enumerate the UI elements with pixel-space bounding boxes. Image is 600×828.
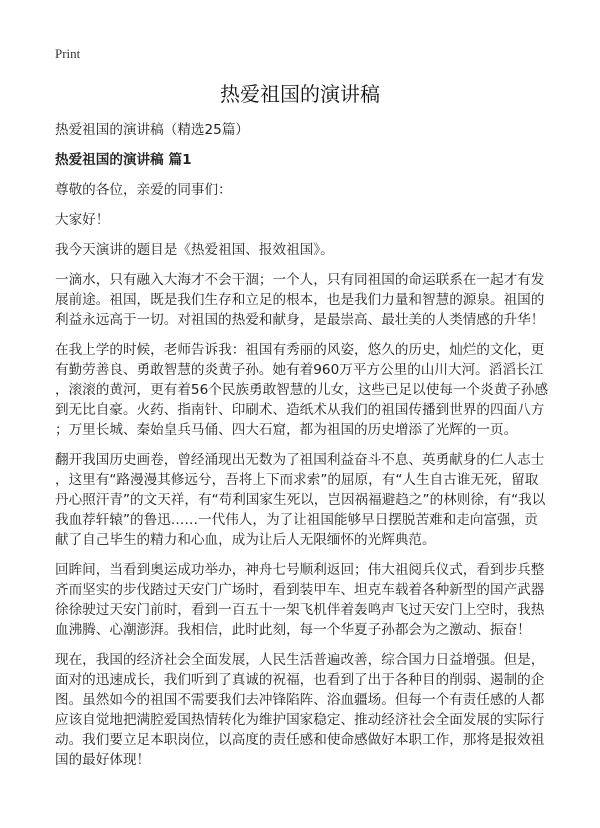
paragraph (55, 650, 555, 770)
paragraph-line: ，滚滚的黄河，更有着56个民族勇敢智慧的儿女，这些已足以使每一个炎黄子孙感 (55, 382, 549, 398)
document-body (55, 120, 555, 780)
paragraph-line: 图。虽然如今的祖国不需要我们去冲锋陷阵、浴血疆场。但每一个有责任感的人都 (55, 692, 545, 708)
greeting: 大家好！ (55, 212, 110, 228)
paragraph-line: 齐而坚实的步伐踏过天安门广场时，看到装甲车、坦克车载着各种新型的国产武器 (55, 582, 545, 598)
paragraph-line: 一滴水，只有融入大海才不会干涸；一个人，只有同祖国的命运联系在一起才有发 (55, 272, 545, 288)
page-title: 热爱祖国的演讲稿 (220, 82, 380, 106)
paragraph-line: 翻开我国历史画卷，曾经涌现出无数为了祖国利益奋斗不息、英勇献身的仁人志士 (55, 452, 545, 468)
paragraph-line: 现在，我国的经济社会全面发展，人民生活普遍改善，综合国力日益增强。但是， (55, 652, 545, 668)
print-link[interactable]: Print (55, 46, 81, 61)
paragraph-line: 丹心照汗青”的文天祥，有“苟利国家生死以，岂因祸福避趋之”的林则徐，有“我以 (55, 492, 546, 508)
paragraph (55, 560, 555, 640)
subtitle: 热爱祖国的演讲稿（精选25篇） (55, 122, 250, 138)
paragraph-line: ；万里长城、秦始皇兵马俑、四大石窟，都为祖国的历史增添了光辉的一页。 (55, 422, 518, 438)
paragraph-line: 我血荐轩辕”的鲁迅……一代伟人，为了让祖国能够早日摆脱苦难和走向富强，贡 (55, 512, 538, 528)
paragraph (55, 340, 555, 440)
paragraph (55, 270, 555, 330)
paragraph-line: 血沸腾、心潮澎湃。我相信，此时此刻，每一个华夏子孙都会为之激动、振奋！ (55, 622, 531, 638)
paragraph-line: 展前途。祖国，既是我们生存和立足的根本，也是我们力量和智慧的源泉。祖国的 (55, 292, 545, 308)
paragraph (55, 450, 555, 550)
paragraph-line: 献了自己毕生的精力和心血，成为让后人无限缅怀的光辉典范。 (55, 532, 436, 548)
paragraph-line: 动。我们要立足本职岗位，以高度的责任感和使命感做好本职工作，那将是报效祖 (55, 732, 545, 748)
paragraph-line: 利益永远高于一切。对祖国的热爱和献身，是最崇高、最壮美的人类情感的升华！ (55, 312, 545, 328)
paragraphs (55, 270, 555, 770)
paragraph-line: 有勤劳善良、勇敢智慧的炎黄子孙。她有着960万平方公里的山川大河。滔滔长江 (55, 362, 544, 378)
intro: 我今天演讲的题目是《热爱祖国、报效祖国》。 (55, 242, 334, 258)
section-heading: 热爱祖国的演讲稿 篇1 (55, 152, 192, 168)
paragraph-line: 到无比自豪。火药、指南针、印刷术、造纸术从我们的祖国传播到世界的四面八方 (55, 402, 545, 418)
paragraph-line: 徐徐驶过天安门前时，看到一百五十一架飞机伴着轰鸣声飞过天安门上空时，我热 (55, 602, 545, 618)
paragraph-line: 国的最好体现！ (55, 752, 151, 768)
paragraph-line: 应该自觉地把满腔爱国热情转化为维护国家稳定、推动经济社会全面发展的实际行 (55, 712, 545, 728)
paragraph-line: 在我上学的时候，老师告诉我：祖国有秀丽的风姿，悠久的历史，灿烂的文化，更 (55, 342, 545, 358)
salutation: 尊敬的各位，亲爱的同事们： (55, 182, 232, 198)
paragraph-line: 回眸间，当看到奥运成功举办，神舟七号顺利返回；伟大祖阅兵仪式，看到步兵整 (55, 562, 545, 578)
paragraph-line: ，这里有“路漫漫其修远兮，吾将上下而求索”的屈原，有“人生自古谁无死，留取 (55, 472, 539, 488)
paragraph-line: 面对的迅速成长，我们听到了真诚的祝福，也看到了出于各种目的削弱、遏制的企 (55, 672, 545, 688)
